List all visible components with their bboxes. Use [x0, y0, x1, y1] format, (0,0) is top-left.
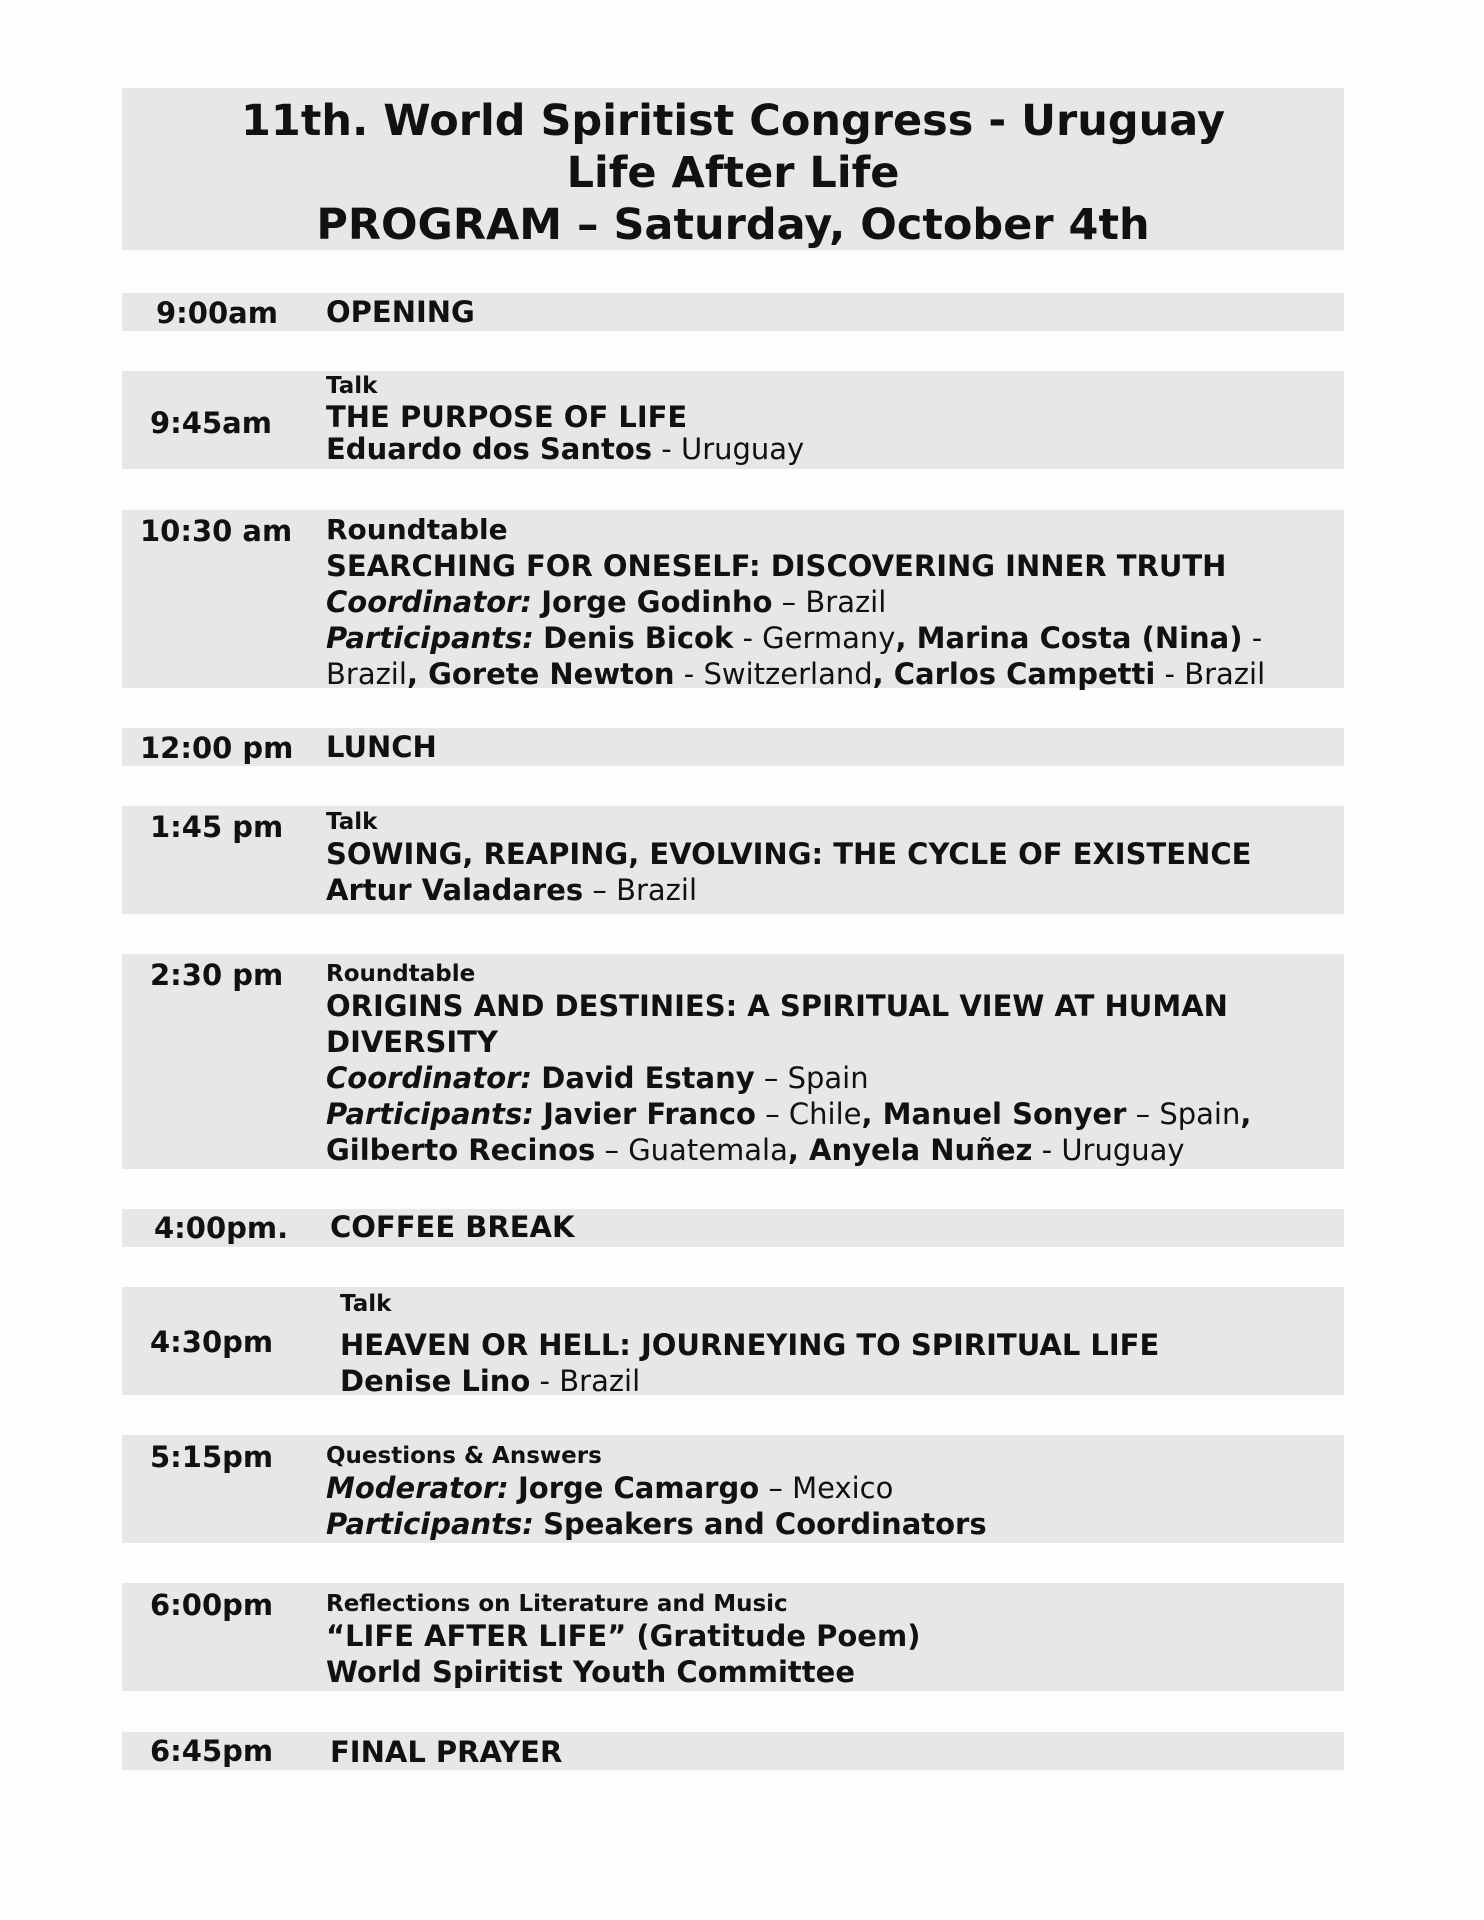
speaker-name: World Spiritist Youth Committee: [326, 1655, 855, 1689]
coordinator-name: David Estany: [541, 1061, 755, 1095]
time-slot: 4:00pm.: [154, 1211, 289, 1245]
session-content: [330, 1209, 1340, 1245]
time-slot: 9:45am: [150, 406, 272, 440]
participant-name: Gorete Newton: [428, 657, 675, 691]
speaker-name: Eduardo dos Santos: [326, 432, 653, 466]
participant-name: Anyela Nuñez: [809, 1133, 1033, 1167]
speaker-line: Eduardo dos Santos - Uruguay: [326, 432, 805, 466]
time-slot: 6:00pm: [150, 1588, 274, 1622]
participants-line-cont: Brazil, Gorete Newton - Switzerland, Carlos Campetti - Brazil: [326, 657, 1266, 691]
session-content: [326, 294, 1336, 330]
participant-name: Denis Bicok: [543, 621, 734, 655]
participant-name: Marina Costa (Nina): [916, 621, 1243, 655]
session-content: [326, 808, 1336, 908]
time-slot: 2:30 pm: [150, 958, 284, 992]
coordinator-line: Coordinator: Jorge Godinho – Brazil: [326, 585, 887, 619]
participants-line-cont: Gilberto Recinos – Guatemala, Anyela Nuñez - Uruguay: [326, 1133, 1185, 1167]
session-content: [326, 729, 1336, 765]
participant-country: Brazil: [1184, 657, 1266, 691]
congress-theme: Life After Life: [566, 148, 900, 198]
participants-line: Participants: Speakers and Coordinators: [326, 1507, 987, 1541]
speaker-line: Denise Lino - Brazil: [340, 1364, 641, 1398]
session-content: [326, 1590, 1336, 1690]
participant-country: Brazil: [326, 657, 407, 691]
session-type: Roundtable: [326, 961, 476, 987]
session-content: [326, 372, 1336, 464]
participants-line: Participants: Denis Bicok - Germany, Marina Costa (Nina) -: [326, 621, 1263, 655]
time-slot: 4:30pm: [150, 1325, 274, 1359]
time-slot: 12:00 pm: [140, 731, 294, 765]
session-title-cont: DIVERSITY: [326, 1025, 498, 1059]
session-title: ORIGINS AND DESTINIES: A SPIRITUAL VIEW AT HUMAN: [326, 989, 1228, 1023]
speaker-country: Brazil: [616, 873, 698, 907]
participant-name: Javier Franco: [543, 1097, 756, 1131]
moderator-name: Jorge Camargo: [517, 1471, 760, 1505]
session-type: Talk: [326, 809, 378, 835]
coordinator-country: Spain: [787, 1061, 869, 1095]
time-slot: 6:45pm: [150, 1734, 274, 1768]
moderator-line: Moderator: Jorge Camargo – Mexico: [326, 1471, 894, 1505]
session-title: SOWING, REAPING, EVOLVING: THE CYCLE OF EXISTENCE: [326, 837, 1252, 871]
session-title: LUNCH: [326, 730, 437, 764]
coordinator-line: Coordinator: David Estany – Spain: [326, 1061, 869, 1095]
participant-name: Carlos Campetti: [893, 657, 1156, 691]
participant-name: Manuel Sonyer: [882, 1097, 1127, 1131]
speaker-name: Artur Valadares: [326, 873, 584, 907]
participant-name: Gilberto Recinos: [326, 1133, 596, 1167]
speaker-country: Brazil: [559, 1364, 641, 1398]
time-slot: 9:00am: [156, 296, 278, 330]
coordinator-name: Jorge Godinho: [541, 585, 773, 619]
session-content: [326, 1442, 1336, 1542]
participant-country: Switzerland: [703, 657, 873, 691]
session-title: “LIFE AFTER LIFE” (Gratitude Poem): [326, 1619, 921, 1653]
session-type: Roundtable: [326, 513, 508, 546]
session-title: FINAL PRAYER: [330, 1735, 563, 1769]
session-title: SEARCHING FOR ONESELF: DISCOVERING INNER TRUTH: [326, 549, 1227, 583]
time-slot: 10:30 am: [140, 514, 293, 548]
speaker-country: Uruguay: [680, 432, 805, 466]
session-title: HEAVEN OR HELL: JOURNEYING TO SPIRITUAL LIFE: [340, 1328, 1160, 1362]
participant-country: Guatemala: [628, 1133, 788, 1167]
coordinator-country: Brazil: [805, 585, 887, 619]
participant-country: Germany: [762, 621, 896, 655]
participant-country: Uruguay: [1061, 1133, 1185, 1167]
participants-text: Speakers and Coordinators: [543, 1507, 987, 1541]
program-header: [122, 88, 1344, 250]
speaker-name: Denise Lino: [340, 1364, 531, 1398]
speaker-line: Artur Valadares – Brazil: [326, 873, 698, 907]
session-title: THE PURPOSE OF LIFE: [326, 400, 688, 434]
program-date: PROGRAM – Saturday, October 4th: [316, 200, 1150, 250]
time-slot: 5:15pm: [150, 1440, 274, 1474]
session-content: [326, 512, 1336, 692]
session-content: [326, 960, 1336, 1168]
session-title: OPENING: [326, 295, 475, 329]
time-slot: 1:45 pm: [150, 810, 284, 844]
session-content: [340, 1289, 1350, 1399]
participants-line: Participants: Javier Franco – Chile, Manuel Sonyer – Spain,: [326, 1097, 1252, 1131]
session-title: COFFEE BREAK: [330, 1210, 575, 1244]
participant-country: Spain: [1159, 1097, 1241, 1131]
session-content: [330, 1734, 1340, 1770]
session-type: Reflections on Literature and Music: [326, 1591, 788, 1617]
session-type: Questions & Answers: [326, 1443, 602, 1469]
session-type: Talk: [326, 373, 378, 399]
moderator-country: Mexico: [792, 1471, 894, 1505]
session-type: Talk: [340, 1291, 392, 1317]
participant-country: Chile: [788, 1097, 862, 1131]
congress-title: 11th. World Spiritist Congress - Uruguay: [241, 96, 1225, 146]
